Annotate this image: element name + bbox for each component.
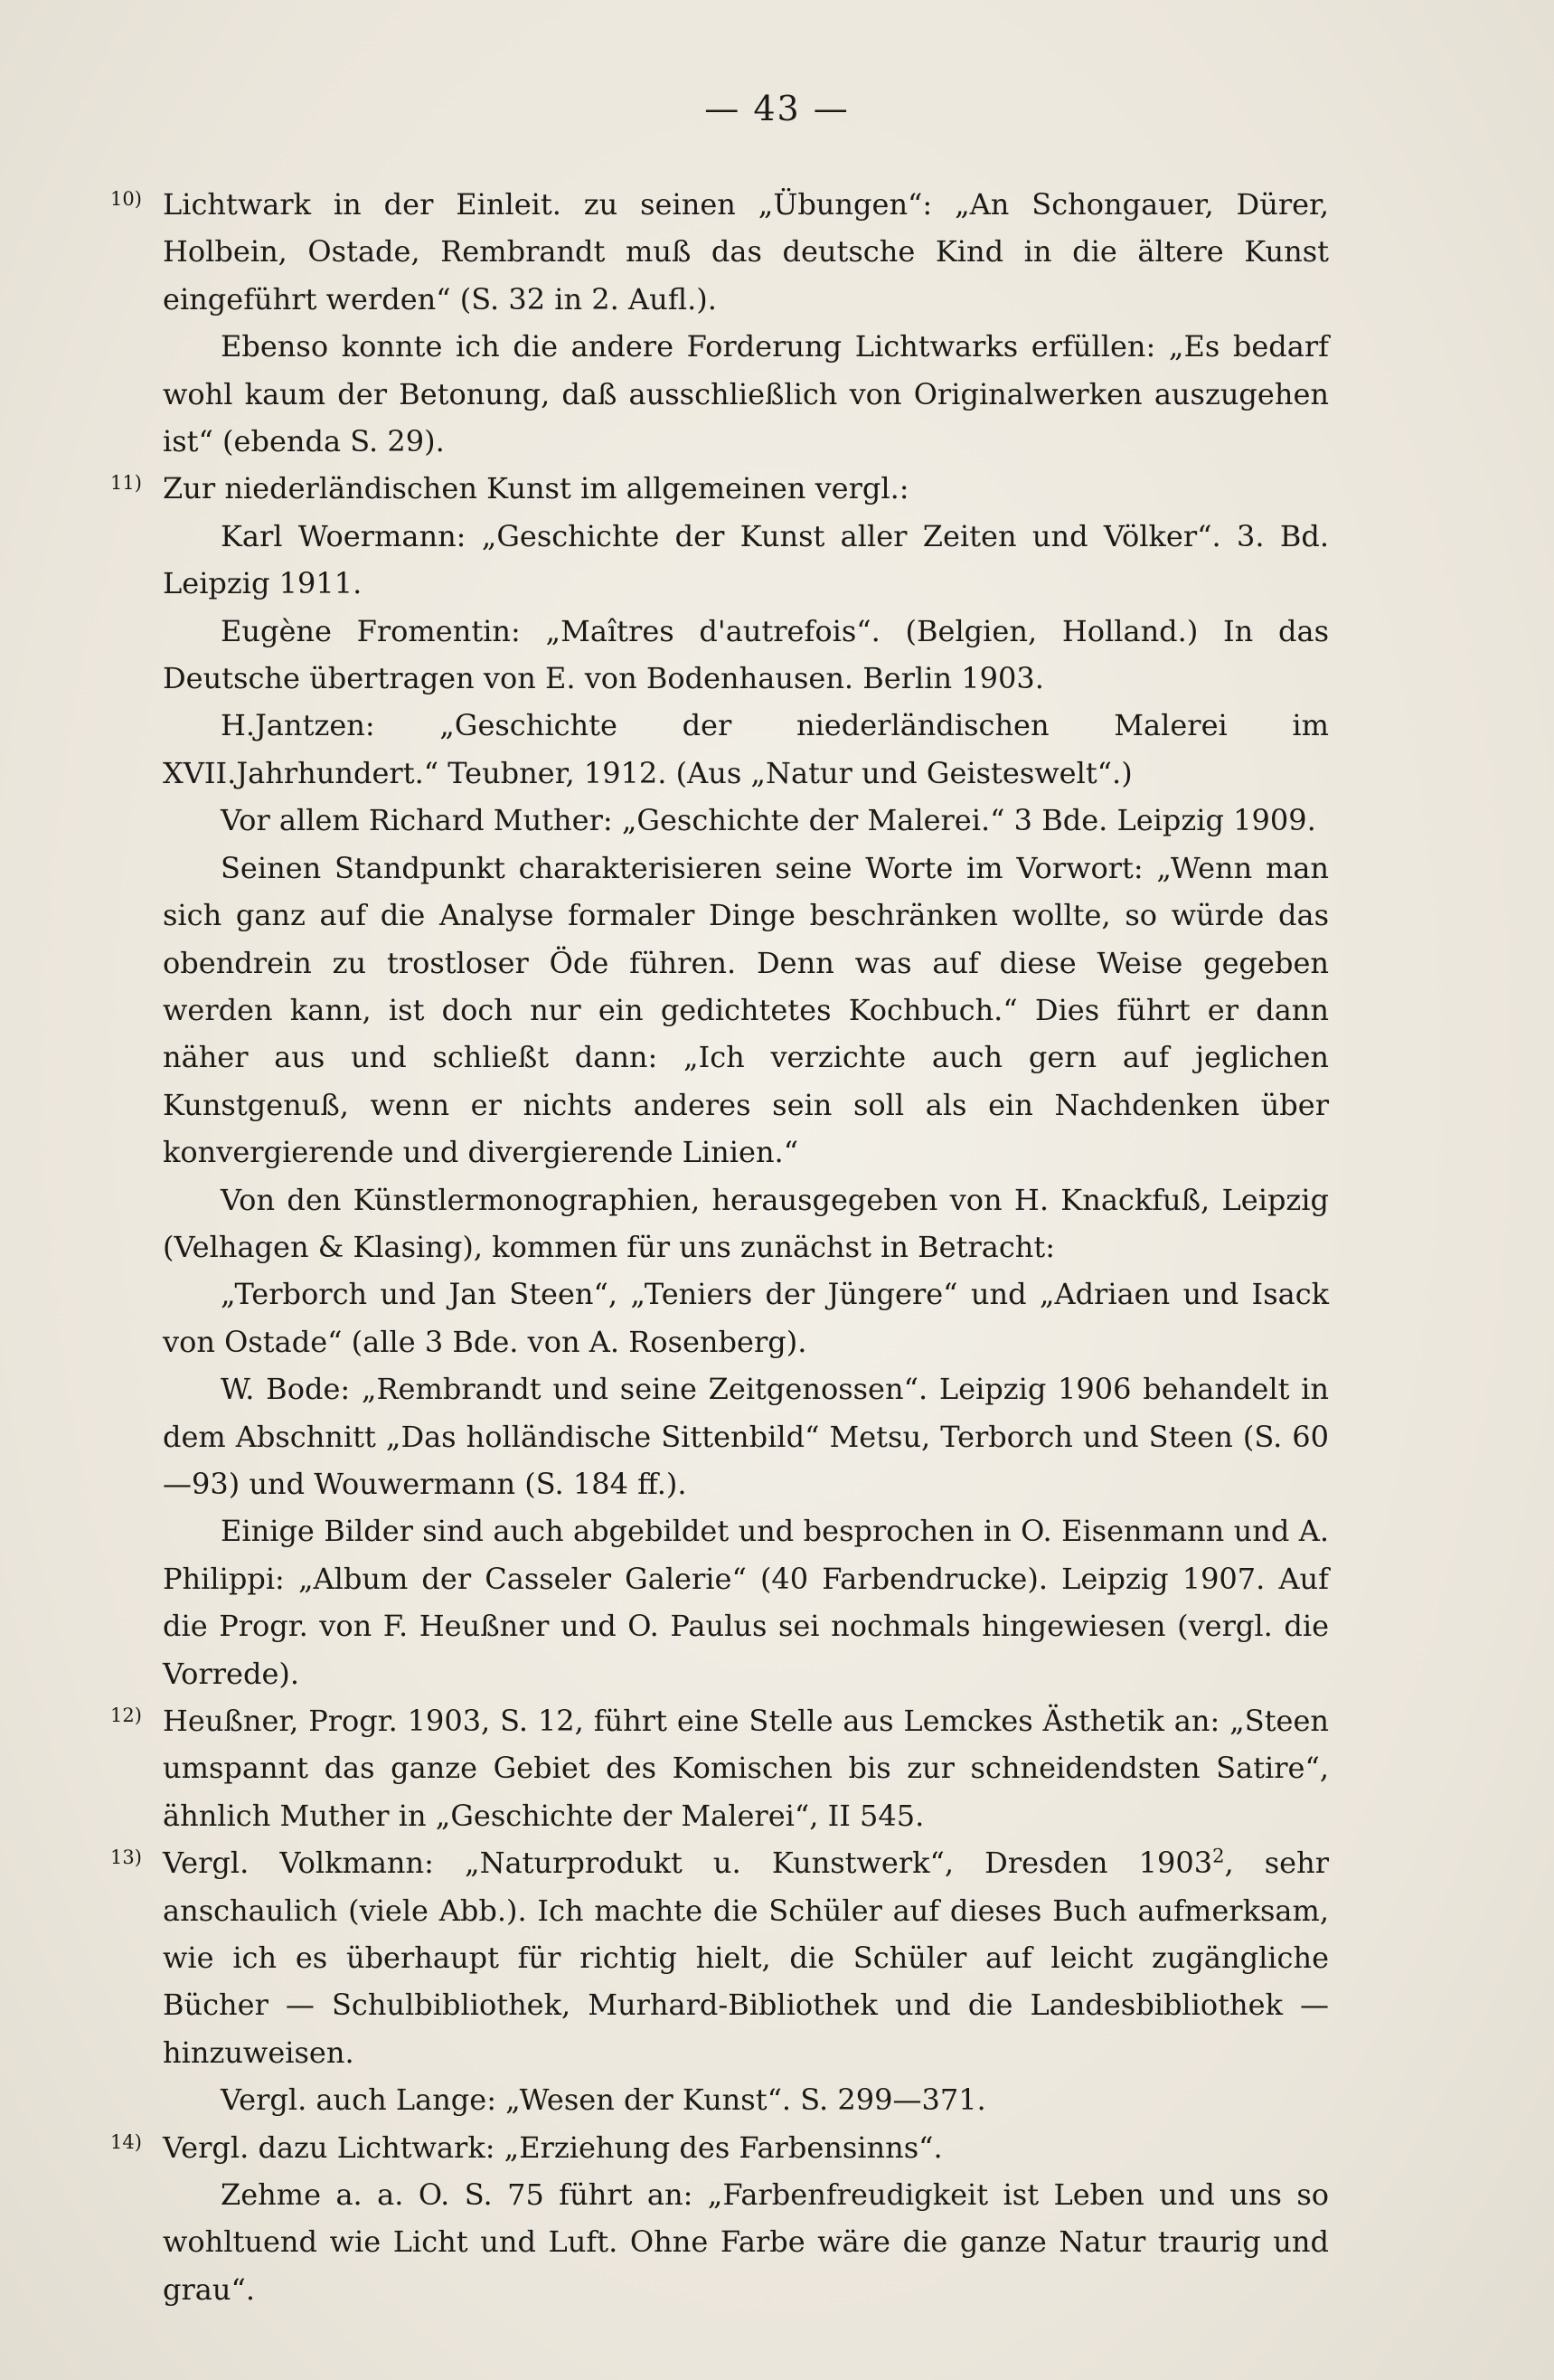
footnote-12 bbox=[110, 1697, 1329, 1839]
footnote-text-end: , sehr anschaulich (viele Abb.). Ich machte die Schüler auf dieses Buch aufmerksam, wie ich es überhaupt für richtig hielt, die Schüler auf leicht zugängliche Bücher — Schulbibliothek, Murhard-Bibliothek und die Landesbibliothek — hinzuweisen. bbox=[163, 1846, 1330, 2070]
paragraph: Karl Woermann: „Geschichte der Kunst aller Zeiten und Völker“. 3. Bd. Leipzig 1911. bbox=[163, 518, 1329, 601]
paragraph: Einige Bilder sind auch abgebildet und besprochen in O. Eisenmann und A. Philippi: „Album der Casseler Galerie“ (40 Farbendrucke). Leipzig 1907. Auf die Progr. von F. Heußner und O. Paulus sei nochmals hingewiesen (vergl. die Vorrede). bbox=[163, 1514, 1329, 1691]
footnote-14 bbox=[110, 2124, 1329, 2171]
footnote-11 bbox=[110, 465, 1329, 512]
footnote-number: 10) bbox=[110, 188, 142, 210]
footnote-text: Vergl. dazu Lichtwark: „Erziehung des Farbensinns“. bbox=[163, 2130, 943, 2165]
footnote-number: 12) bbox=[110, 1705, 142, 1726]
footnote-10 bbox=[110, 181, 1329, 323]
superscript: 2 bbox=[1212, 1845, 1225, 1867]
paragraph: Ebenso konnte ich die andere Forderung Lichtwarks erfüllen: „Es bedarf wohl kaum der Betonung, daß ausschließlich von Originalwerken auszugehen ist“ (ebenda S. 29). bbox=[163, 329, 1329, 459]
footnote-text-start: Vergl. Volkmann: „Naturprodukt u. Kunstwerk“, Dresden 1903 bbox=[163, 1846, 1213, 1881]
footnote-text: Heußner, Progr. 1903, S. 12, führt eine Stelle aus Lemckes Ästhetik an: „Steen umspannt das ganze Gebiet des Komischen bis zur schneidendsten Satire“, ähnlich Muther in „Geschichte der Malerei“, II 545. bbox=[163, 1704, 1329, 1833]
footnote-number: 14) bbox=[110, 2130, 142, 2153]
footnotes-text bbox=[110, 181, 1330, 2313]
page-number: — 43 — bbox=[704, 89, 850, 128]
footnote-13 bbox=[110, 1839, 1330, 2076]
paragraph: W. Bode: „Rembrandt und seine Zeitgenossen“. Leipzig 1906 behandelt in dem Abschnitt „Das holländische Sittenbild“ Metsu, Terborch und Steen (S. 60—93) und Wouwermann (S. 184 ff.). bbox=[163, 1372, 1329, 1501]
paragraph: Zehme a. a. O. S. 75 führt an: „Farbenfreudigkeit ist Leben und uns so wohltuend wie Licht und Luft. Ohne Farbe wäre die ganze Natur traurig und grau“. bbox=[163, 2177, 1329, 2307]
paragraph: „Terborch und Jan Steen“, „Teniers der Jüngere“ und „Adriaen und Isack von Ostade“ (alle 3 Bde. von A. Rosenberg). bbox=[163, 1277, 1329, 1359]
paragraph: Von den Künstlermonographien, herausgegeben von H. Knackfuß, Leipzig (Velhagen & Klasing), kommen für uns zunächst in Betracht: bbox=[163, 1182, 1329, 1264]
paragraph: Vor allem Richard Muther: „Geschichte der Malerei.“ 3 Bde. Leipzig 1909. bbox=[221, 803, 1316, 838]
footnote-number: 11) bbox=[110, 472, 142, 495]
footnote-number: 13) bbox=[110, 1846, 142, 1869]
paragraph: Seinen Standpunkt charakterisieren seine Worte im Vorwort: „Wenn man sich ganz auf die Analyse formaler Dinge beschränken wollte, so würde das obendrein zu trostloser Öde führen. Denn was auf diese Weise gegeben werden kann, ist doch nur ein gedichtetes Kochbuch.“ Dies führt er dann näher aus und schließt dann: „Ich verzichte auch gern auf jeglichen Kunstgenuß, wenn er nichts anderes sein soll als ein Nachdenken über konvergierende und divergierende Linien.“ bbox=[163, 850, 1329, 1170]
paragraph: H.Jantzen: „Geschichte der niederländischen Malerei im XVII.Jahrhundert.“ Teubner, 1912. (Aus „Natur und Geisteswelt“.) bbox=[163, 708, 1329, 790]
footnote-text: Zur niederländischen Kunst im allgemeinen vergl.: bbox=[163, 471, 909, 506]
footnote-text: Lichtwark in der Einleit. zu seinen „Übungen“: „An Schongauer, Dürer, Holbein, Ostade, Rembrandt muß das deutsche Kind in die ältere Kunst eingeführt werden“ (S. 32 in 2. Aufl.). bbox=[163, 187, 1329, 316]
paragraph: Eugène Fromentin: „Maîtres d'autrefois“. (Belgien, Holland.) In das Deutsche übertragen von E. von Bodenhausen. Berlin 1903. bbox=[163, 613, 1329, 696]
paragraph: Vergl. auch Lange: „Wesen der Kunst“. S. 299—371. bbox=[221, 2082, 986, 2118]
